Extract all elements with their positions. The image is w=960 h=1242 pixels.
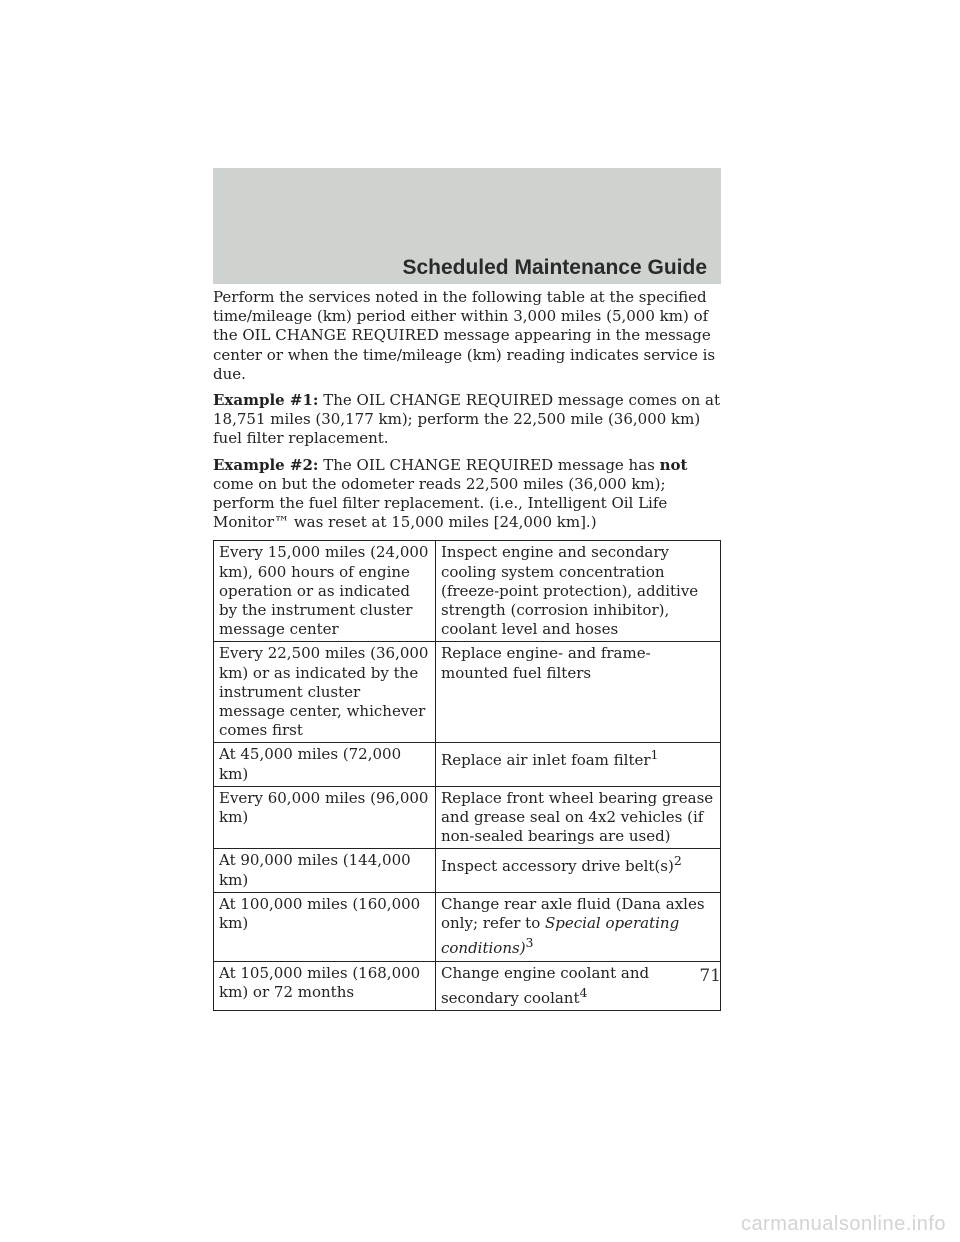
page-number: 71 [699, 966, 721, 986]
service-cell: Replace front wheel bearing grease and grease seal on 4x2 vehicles (if non-sealed bearings are used) [435, 786, 720, 849]
service-cell [435, 849, 720, 892]
table-row [214, 642, 721, 743]
footnote-ref: 3 [525, 935, 534, 951]
interval-cell: At 45,000 miles (72,000 km) [214, 743, 436, 786]
example-1-text: The OIL CHANGE REQUIRED message comes on at 18,751 miles (30,177 km); perform the 22,500 mile (36,000 km) fuel filter replacement. [213, 391, 720, 448]
interval-cell: At 100,000 miles (160,000 km) [214, 892, 436, 961]
footnote-ref: 4 [579, 984, 588, 1000]
service-cell: Inspect engine and secondary cooling system concentration (freeze-point protection), additive strength (corrosion inhibitor), coolant level and hoses [435, 541, 720, 642]
interval-cell: Every 22,500 miles (36,000 km) or as indicated by the instrument cluster message center, whichever comes first [214, 642, 436, 743]
service-text: Change rear axle fluid (Dana axles only; refer to [440, 894, 705, 933]
watermark: carmanualsonline.info [740, 1213, 946, 1235]
table-row [214, 892, 721, 961]
service-cell [435, 743, 720, 786]
section-header [213, 168, 721, 284]
footnote-ref: 1 [650, 747, 659, 763]
intro-paragraph: Perform the services noted in the following table at the specified time/mileage (km) period either within 3,000 miles (5,000 km) of the OIL CHANGE REQUIRED message appearing in the message center or when the time/mileage (km) reading indicates service is due. [213, 288, 716, 383]
example-2-text-b: come on but the odometer reads 22,500 miles (36,000 km); perform the fuel filter replacement. (i.e., Intelligent Oil Life Monitor™ was reset at 15,000 miles [24,000 km].) [213, 474, 668, 532]
table-row [214, 849, 721, 892]
service-cell [435, 892, 720, 961]
table-row [214, 961, 721, 1010]
footnote-ref: 2 [673, 853, 682, 869]
interval-cell: Every 15,000 miles (24,000 km), 600 hours of engine operation or as indicated by the instrument cluster message center [214, 541, 436, 642]
service-cell: Replace engine- and frame-mounted fuel filters [435, 642, 720, 743]
service-cell [435, 961, 720, 1010]
section-title: Scheduled Maintenance Guide [402, 256, 707, 279]
example-1 [213, 391, 721, 449]
maintenance-table [213, 540, 721, 1010]
table-row [214, 743, 721, 786]
example-2-label: Example #2: [213, 455, 319, 474]
interval-cell: Every 60,000 miles (96,000 km) [214, 786, 436, 849]
table-row [214, 786, 721, 849]
service-text: Inspect accessory drive belt(s) [440, 857, 674, 876]
table-row [214, 541, 721, 642]
example-2 [213, 456, 721, 533]
interval-cell: At 90,000 miles (144,000 km) [214, 849, 436, 892]
example-1-label: Example #1: [213, 391, 319, 410]
example-2-text-a: The OIL CHANGE REQUIRED message has [323, 455, 660, 474]
service-reference: Special operating conditions) [440, 914, 680, 958]
example-2-emphasis: not [659, 455, 688, 474]
service-text: Replace air inlet foam filter [440, 751, 651, 770]
page-content [213, 288, 721, 1011]
service-text: Change engine coolant and secondary coolant [440, 963, 650, 1007]
interval-cell: At 105,000 miles (168,000 km) or 72 months [214, 961, 436, 1010]
